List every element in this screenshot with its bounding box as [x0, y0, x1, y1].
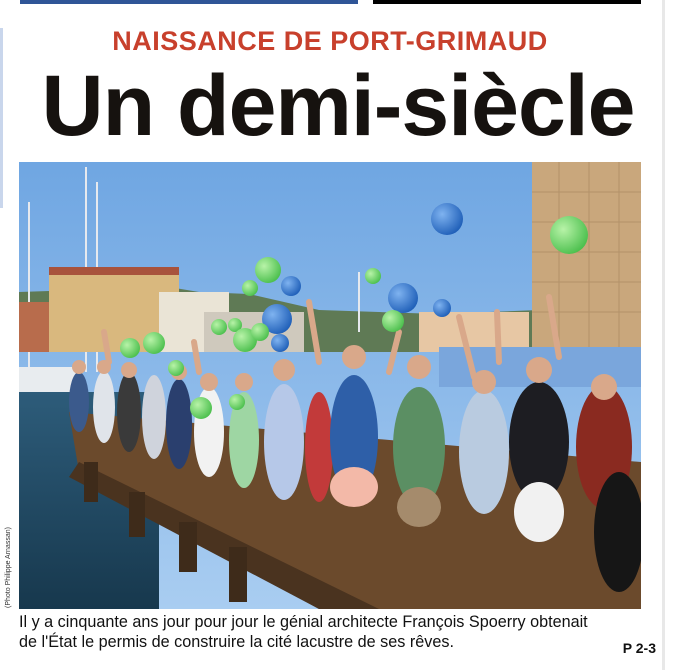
top-rule-blue	[20, 0, 358, 4]
photo-caption	[19, 612, 664, 652]
right-margin-rule	[662, 0, 665, 670]
headline: Un demi-siècle	[41, 58, 635, 154]
photo-credit: (Photo Philippe Arnassan)	[5, 527, 12, 608]
caption-line-2: de l'État le permis de construire la cité lacustre de ses rêves.	[19, 633, 454, 651]
kicker: NAISSANCE DE PORT-GRIMAUD	[112, 26, 548, 56]
caption-line-1: Il y a cinquante ans jour pour jour le génial architecte François Spoerry obtenait	[19, 613, 588, 631]
top-rule-black	[373, 0, 641, 4]
photo-balloon-release	[19, 162, 641, 609]
main-photo	[19, 162, 641, 609]
page-reference[interactable]: P 2-3	[622, 640, 656, 656]
